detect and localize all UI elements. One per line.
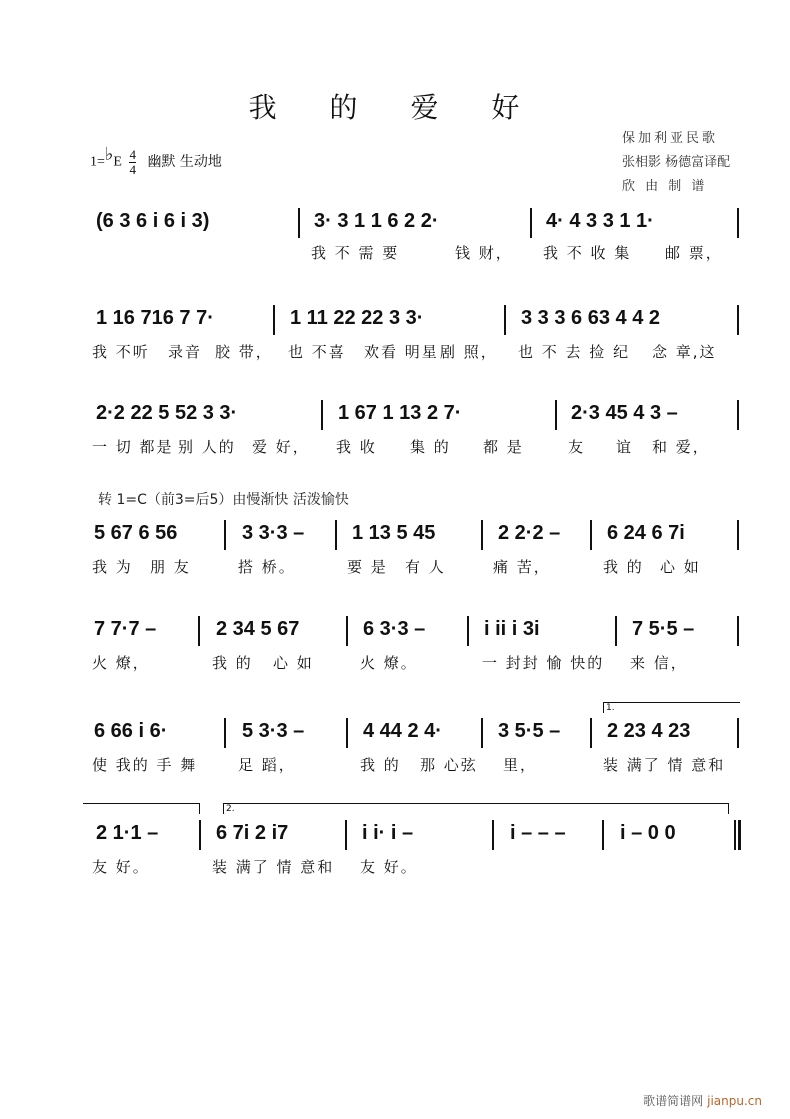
measure: 2 1·1 –	[96, 822, 159, 844]
lyric: 里，	[503, 756, 538, 774]
lyrics	[0, 556, 790, 578]
measure: i – 0 0	[620, 822, 676, 844]
barline	[198, 616, 200, 646]
lyric: 朋 友	[150, 558, 191, 576]
lyric: 一 切 都是	[92, 438, 174, 456]
barline	[298, 208, 300, 238]
lyric: 我 的	[212, 654, 253, 672]
lyric: 我 不 需 要	[311, 244, 400, 262]
lyrics	[0, 341, 790, 363]
barline	[555, 400, 557, 430]
lyric: 我 收	[336, 438, 377, 456]
lyric: 足 蹈，	[238, 756, 296, 774]
lyric: 友 好。	[92, 858, 150, 876]
measure: 4· 4 3 3 1 1·	[546, 210, 654, 232]
measure: 6 66 i 6·	[94, 720, 168, 742]
lyric: 我 不听	[92, 343, 150, 361]
lyrics	[0, 856, 790, 878]
measure: 6 24 6 7i	[607, 522, 685, 544]
measure: 1 67 1 13 2 7·	[338, 402, 462, 424]
first-ending-bracket	[603, 702, 740, 713]
ending-label: 1.	[606, 703, 615, 713]
lyric: 都 是	[483, 438, 524, 456]
barline	[492, 820, 494, 850]
lyric: 录音	[168, 343, 203, 361]
modulation-marking: 转 1=C（前3=后5）由慢渐快 活泼愉快	[98, 492, 349, 508]
measure: 2 34 5 67	[216, 618, 300, 640]
measure: (6 3 6 i 6 i 3)	[96, 210, 210, 232]
barline	[590, 718, 592, 748]
measure: 1 13 5 45	[352, 522, 436, 544]
barline	[530, 208, 532, 238]
lyric: 火 燎，	[92, 654, 150, 672]
lyric: 使 我的 手 舞	[92, 756, 198, 774]
key-note: E	[113, 154, 122, 170]
lyric: 爱 好，	[252, 438, 310, 456]
lyric: 心 如	[660, 558, 701, 576]
barline	[737, 208, 739, 238]
time-signature	[129, 148, 136, 177]
measure: i i· i –	[362, 822, 414, 844]
barline	[737, 718, 739, 748]
measure: 1 11 22 22 3 3·	[290, 307, 424, 329]
barline	[345, 820, 347, 850]
lyrics	[0, 436, 790, 458]
measure: 3 5·5 –	[498, 720, 561, 742]
notes	[0, 718, 790, 748]
barline	[199, 820, 201, 850]
key-signature	[90, 143, 222, 177]
barline	[335, 520, 337, 550]
barline	[224, 718, 226, 748]
flat-icon: ♭	[104, 143, 114, 164]
final-barline-thick	[738, 820, 741, 850]
lyrics	[0, 754, 790, 776]
measure: 6 3·3 –	[363, 618, 426, 640]
barline	[737, 520, 739, 550]
measure: 7 5·5 –	[632, 618, 695, 640]
lyric: 装 满了 情 意和	[603, 756, 726, 774]
notes	[0, 305, 790, 335]
barline	[346, 616, 348, 646]
barline	[602, 820, 604, 850]
second-ending-bracket	[223, 803, 729, 814]
barline	[346, 718, 348, 748]
lyric: 搭 桥。	[238, 558, 296, 576]
lyric: 也 不喜	[288, 343, 346, 361]
time-bottom: 4	[129, 162, 136, 177]
credit-translators: 张相影 杨德富译配	[622, 155, 731, 170]
measure: i – – –	[510, 822, 566, 844]
barline	[737, 305, 739, 335]
lyric: 我 的	[603, 558, 644, 576]
lyric: 要 是	[347, 558, 388, 576]
barline	[615, 616, 617, 646]
credits	[622, 127, 730, 199]
barline	[481, 520, 483, 550]
barline	[467, 616, 469, 646]
barline	[737, 400, 739, 430]
lyrics	[0, 242, 790, 264]
lyric: 别 人的	[178, 438, 236, 456]
lyric: 念 章,这	[652, 343, 717, 361]
lyric: 剧 照，	[440, 343, 498, 361]
lyric: 我 为	[92, 558, 133, 576]
key-label: 1=	[90, 154, 105, 170]
watermark-site[interactable]: jianpu.cn	[707, 1094, 762, 1108]
measure: 3 3·3 –	[242, 522, 305, 544]
lyric: 一 封封 愉 快的	[482, 654, 605, 672]
lyric: 友 好。	[360, 858, 418, 876]
credit-arranger: 欣 由 制 谱	[622, 179, 708, 194]
first-ending-continuation	[83, 803, 200, 814]
lyric: 那 心弦	[420, 756, 478, 774]
lyric: 我 的	[360, 756, 401, 774]
lyric: 痛 苦，	[493, 558, 551, 576]
notes	[0, 820, 790, 850]
notes	[0, 208, 790, 238]
barline	[481, 718, 483, 748]
lyric: 集 的	[410, 438, 451, 456]
measure: 7 7·7 –	[94, 618, 157, 640]
notes	[0, 400, 790, 430]
measure: 3 3 3 6 63 4 4 2	[521, 307, 661, 329]
lyric: 来 信，	[630, 654, 688, 672]
lyric: 心 如	[273, 654, 314, 672]
measure: 1 16 716 7 7·	[96, 307, 214, 329]
lyric: 邮 票，	[665, 244, 723, 262]
lyric: 我 不 收 集	[543, 244, 632, 262]
tempo-marking: 幽默 生动地	[147, 153, 222, 170]
watermark-label: 歌谱简谱网	[643, 1094, 704, 1108]
barline	[273, 305, 275, 335]
lyric: 装 满了 情 意和	[212, 858, 335, 876]
lyric: 胶 带，	[215, 343, 273, 361]
page-title: 我 的 爱 好	[248, 91, 542, 124]
lyric: 欢看 明星	[364, 343, 439, 361]
measure: 5 3·3 –	[242, 720, 305, 742]
barline	[737, 616, 739, 646]
measure: 2·2 22 5 52 3 3·	[96, 402, 238, 424]
ending-label: 2.	[226, 804, 235, 814]
measure: 2·3 45 4 3 –	[571, 402, 678, 424]
lyric: 友	[568, 438, 586, 456]
lyrics	[0, 652, 790, 674]
measure: 2 23 4 23	[607, 720, 691, 742]
lyric: 谊	[616, 438, 634, 456]
final-barline-thin	[734, 820, 736, 850]
measure: i ii i 3i	[484, 618, 540, 640]
lyric: 和 爱，	[652, 438, 710, 456]
lyric: 钱 财，	[455, 244, 513, 262]
measure: 5 67 6 56	[94, 522, 178, 544]
barline	[224, 520, 226, 550]
barline	[504, 305, 506, 335]
barline	[590, 520, 592, 550]
measure: 2 2·2 –	[498, 522, 561, 544]
measure: 6 7i 2 i7	[216, 822, 289, 844]
credit-origin: 保加利亚民歌	[622, 131, 719, 146]
time-top: 4	[129, 147, 136, 162]
lyric: 有 人	[405, 558, 446, 576]
barline	[321, 400, 323, 430]
measure: 4 44 2 4·	[363, 720, 442, 742]
watermark	[643, 1092, 762, 1109]
notes	[0, 520, 790, 550]
lyric: 火 燎。	[360, 654, 418, 672]
notes	[0, 616, 790, 646]
measure: 3· 3 1 1 6 2 2·	[314, 210, 439, 232]
lyric: 也 不 去 捡 纪	[518, 343, 631, 361]
